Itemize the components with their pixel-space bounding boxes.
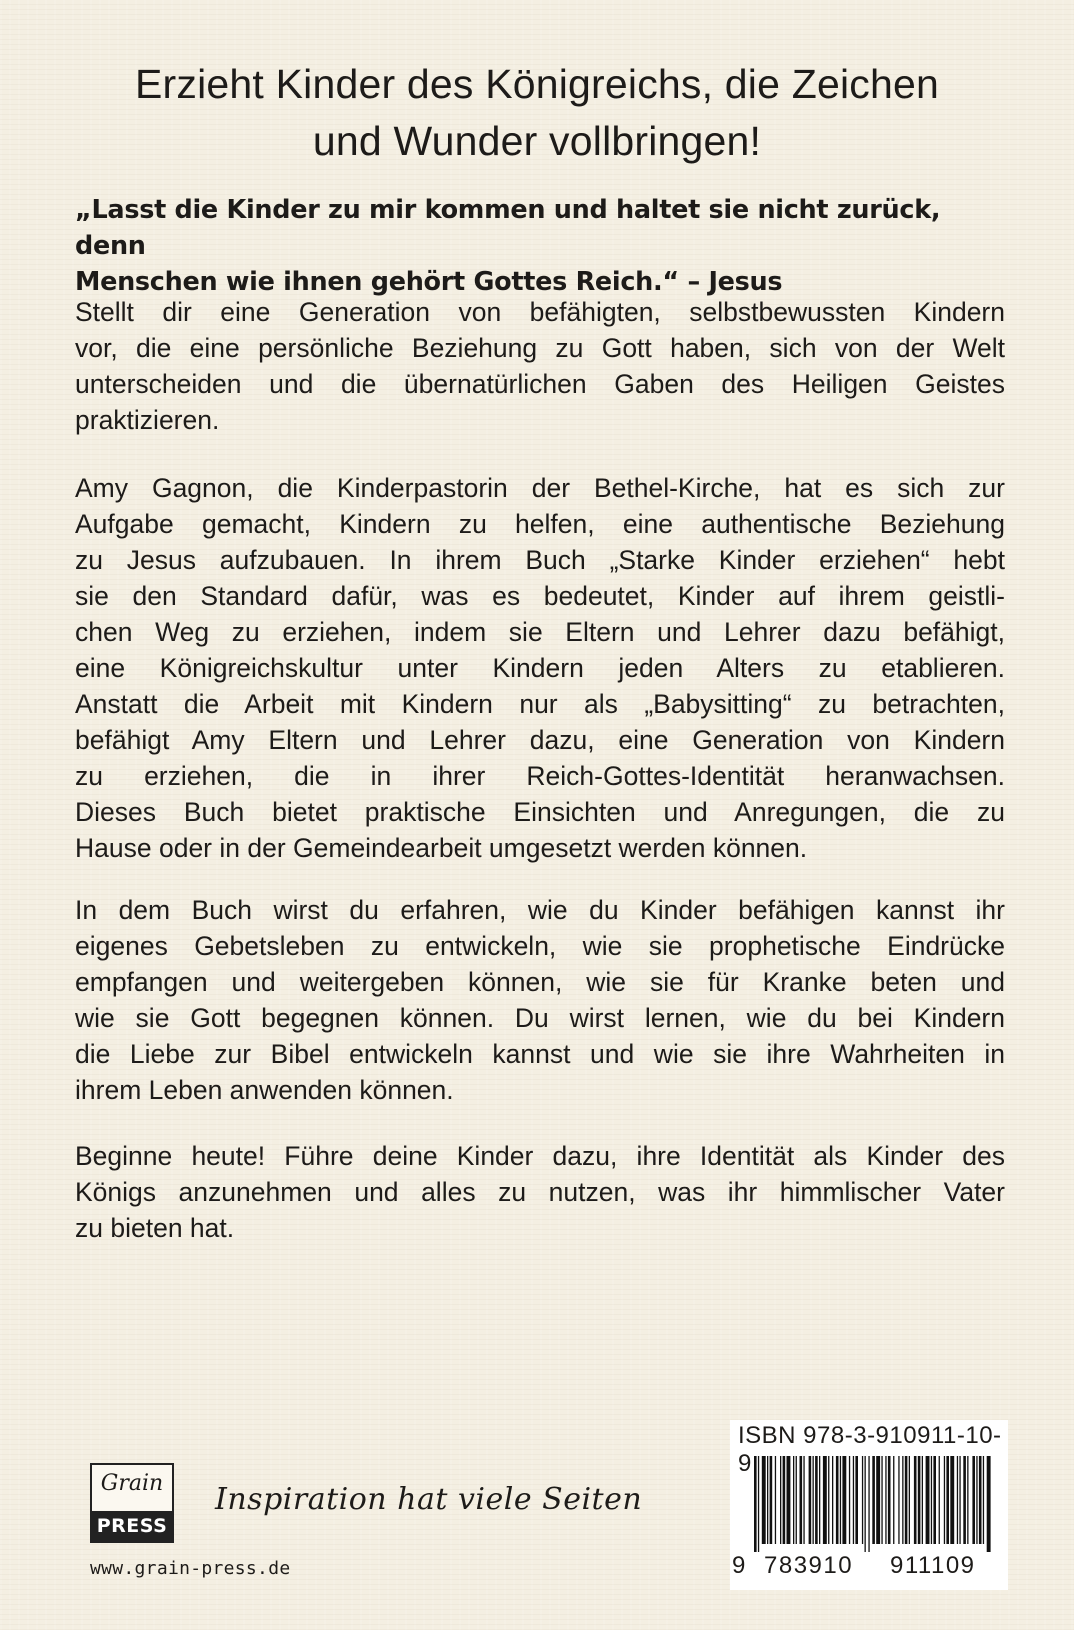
text-line: Beginne heute! Führe deine Kinder dazu, ihre Identität als Kinder des xyxy=(75,1141,1005,1171)
barcode-bar xyxy=(944,1456,945,1544)
title-line-1: Erzieht Kinder des Königreichs, die Zeichen xyxy=(135,61,939,107)
barcode-digit-group-1: 783910 xyxy=(764,1552,854,1579)
barcode-bar xyxy=(979,1456,982,1544)
barcode-bar xyxy=(800,1456,803,1544)
text-line: praktizieren. xyxy=(75,405,220,435)
barcode-bar xyxy=(931,1456,932,1544)
barcode-bar xyxy=(950,1456,954,1544)
barcode-bar xyxy=(842,1456,846,1544)
text-line: Dieses Buch bietet praktische Einsichten und Anregungen, die zu xyxy=(75,797,1005,827)
barcode-bar xyxy=(770,1456,773,1544)
back-cover-title xyxy=(60,56,1014,170)
barcode-bar xyxy=(987,1456,991,1552)
text-line: eigenes Gebetsleben zu entwickeln, wie sie prophetische Eindrücke xyxy=(75,931,1005,961)
barcode-digit-lead: 9 xyxy=(732,1552,746,1579)
text-line: befähigt Amy Eltern und Lehrer dazu, eine Generation von Kindern xyxy=(75,725,1005,755)
barcode-bar xyxy=(762,1456,766,1544)
barcode-bar xyxy=(967,1456,968,1544)
publisher-website: www.grain-press.de xyxy=(90,1558,291,1579)
grain-press-logo xyxy=(90,1463,174,1543)
text-line: In dem Buch wirst du erfahren, wie du Kinder befähigen kannst ihr xyxy=(75,895,1005,925)
barcode-bar xyxy=(885,1456,886,1544)
barcode-bar xyxy=(976,1456,977,1544)
barcode-bar xyxy=(758,1456,759,1552)
barcode-bar xyxy=(959,1456,960,1544)
barcode-bar xyxy=(963,1456,966,1544)
barcode-bar xyxy=(836,1456,839,1544)
isbn-label: ISBN 978-3-910911-10-9 xyxy=(738,1422,1002,1477)
barcode-bar xyxy=(926,1456,930,1544)
barcode-bar xyxy=(793,1456,794,1544)
barcode-bar xyxy=(787,1456,791,1544)
text-line: Stellt dir eine Generation von befähigten, selbstbewussten Kindern xyxy=(75,297,1005,327)
barcode-bar xyxy=(881,1456,882,1544)
barcode-bar xyxy=(796,1456,797,1544)
logo-grain-text: Grain xyxy=(100,1471,164,1496)
text-line: vor, die eine persönliche Beziehung zu Gott haben, sich von der Welt xyxy=(75,333,1005,363)
paragraph-author xyxy=(75,470,1005,866)
text-line: Amy Gagnon, die Kinderpastorin der Bethel-Kirche, hat es sich zur xyxy=(75,473,1005,503)
barcode-bar xyxy=(868,1456,869,1552)
text-line: ihrem Leben anwenden können. xyxy=(75,1075,454,1105)
barcode-bar xyxy=(815,1456,818,1544)
barcode-bar xyxy=(898,1456,899,1544)
barcode-bar xyxy=(767,1456,768,1544)
barcode-bar xyxy=(828,1456,829,1544)
text-line: Aufgabe gemacht, Kindern zu helfen, eine authentische Beziehung xyxy=(75,509,1005,539)
text-line: Königs anzunehmen und alles zu nutzen, was ihr himmlischer Vater xyxy=(75,1177,1005,1207)
barcode-bar xyxy=(914,1456,917,1544)
paragraph-intro xyxy=(75,294,1005,438)
barcode-bar xyxy=(933,1456,936,1544)
text-line: Hause oder in der Gemeindearbeit umgesetzt werden können. xyxy=(75,833,808,863)
barcode-bar xyxy=(813,1456,814,1544)
barcode-bar xyxy=(780,1456,781,1544)
text-line: zu erziehen, die in ihrer Reich-Gottes-Identität heranwachsen. xyxy=(75,761,1005,791)
barcode-bar xyxy=(972,1456,975,1544)
barcode-bar xyxy=(946,1456,949,1544)
text-line: zu Jesus aufzubauen. In ihrem Buch „Starke Kinder erziehen“ hebt xyxy=(75,545,1005,575)
quote-line-2: Menschen wie ihnen gehört Gottes Reich.“ – Jesus xyxy=(75,267,783,297)
text-line: die Liebe zur Bibel entwickeln kannst und wie sie ihre Wahrheiten in xyxy=(75,1039,1005,1069)
barcode-bar xyxy=(803,1456,804,1544)
barcode-bar xyxy=(888,1456,891,1544)
barcode-bar xyxy=(876,1456,880,1544)
text-line: zu bieten hat. xyxy=(75,1213,235,1243)
barcode-bar xyxy=(823,1456,827,1544)
barcode-bar xyxy=(922,1456,923,1544)
text-line: Anstatt die Arbeit mit Kindern nur als „Babysitting“ zu betrachten, xyxy=(75,689,1005,719)
barcode-bar xyxy=(918,1456,921,1544)
barcode-bar xyxy=(957,1456,958,1544)
barcode-bar xyxy=(819,1456,820,1544)
barcode-bar xyxy=(775,1456,776,1544)
barcode-bar xyxy=(865,1456,866,1552)
isbn-barcode-block xyxy=(730,1420,1008,1590)
text-line: eine Königreichskultur unter Kindern jeden Alters zu etablieren. xyxy=(75,653,1005,683)
barcode-bar xyxy=(849,1456,850,1544)
barcode-bar xyxy=(902,1456,903,1544)
barcode-bar xyxy=(840,1456,841,1544)
barcode-bar xyxy=(893,1456,894,1544)
barcode-bar xyxy=(983,1456,984,1544)
barcode xyxy=(740,1456,998,1552)
quote-line-1: „Lasst die Kinder zu mir kommen und haltet sie nicht zurück, denn xyxy=(75,195,941,261)
publisher-slogan: Inspiration hat viele Seiten xyxy=(215,1482,643,1517)
text-line: empfangen und weitergeben können, wie sie für Kranke beten und xyxy=(75,967,1005,997)
barcode-bar xyxy=(909,1456,910,1544)
logo-press-text: PRESS xyxy=(92,1511,172,1541)
barcode-bar xyxy=(754,1456,757,1552)
barcode-bar xyxy=(862,1456,863,1544)
barcode-bar xyxy=(939,1456,940,1544)
barcode-bar xyxy=(905,1456,908,1544)
text-line: sie den Standard dafür, was es bedeutet, Kinder auf ihrem geistli- xyxy=(75,581,1005,611)
jesus-quote xyxy=(75,192,1015,300)
barcode-bar xyxy=(832,1456,833,1544)
text-line: chen Weg zu erziehen, indem sie Eltern und Lehrer dazu befähigt, xyxy=(75,617,1005,647)
title-line-2: und Wunder vollbringen! xyxy=(312,118,762,164)
barcode-bar xyxy=(783,1456,786,1544)
paragraph-call-to-action xyxy=(75,1138,1005,1246)
text-line: unterscheiden und die übernatürlichen Gaben des Heiligen Geistes xyxy=(75,369,1005,399)
barcode-bar xyxy=(809,1456,812,1544)
barcode-bar xyxy=(872,1456,875,1544)
text-line: wie sie Gott begegnen können. Du wirst lernen, wie du bei Kindern xyxy=(75,1003,1005,1033)
barcode-bar xyxy=(855,1456,858,1544)
barcode-digit-group-2: 911109 xyxy=(890,1552,976,1579)
paragraph-learn xyxy=(75,892,1005,1108)
barcode-bar xyxy=(853,1456,854,1544)
